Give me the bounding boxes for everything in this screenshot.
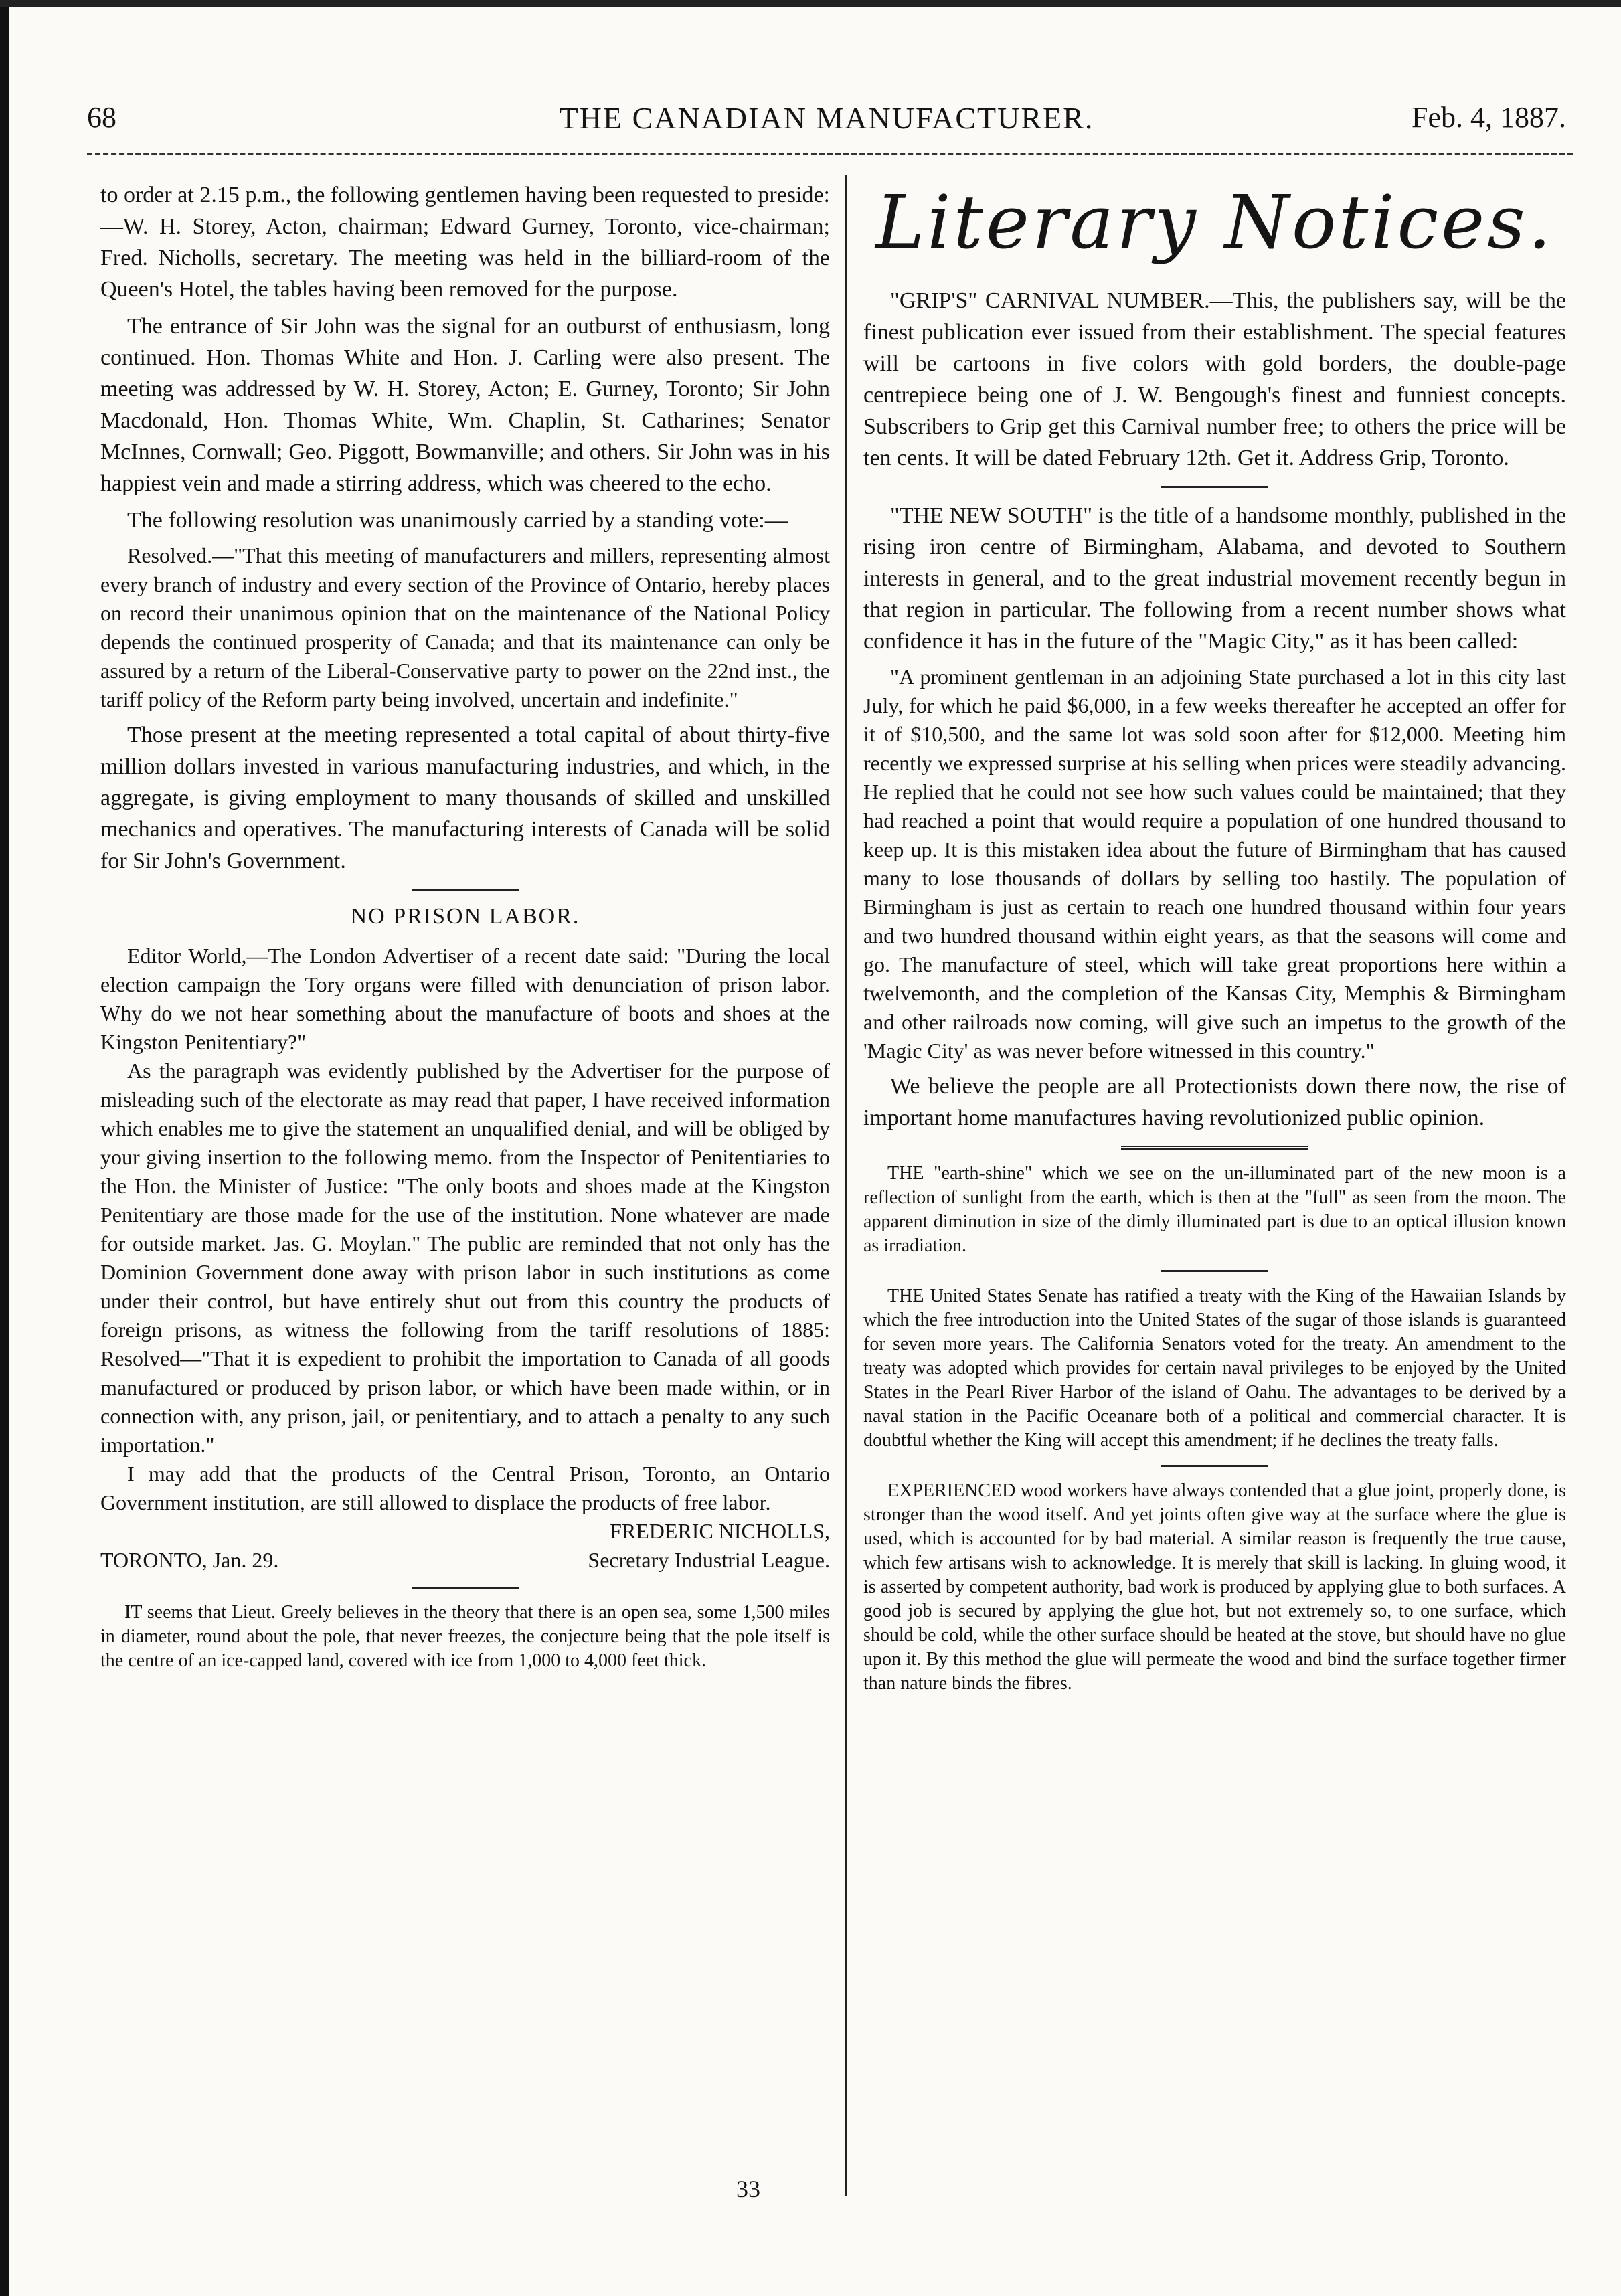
- protectionists-paragraph: We believe the people are all Protectionists down there now, the rise of important home manufactures having revolutionized public opinion.: [863, 1074, 1566, 1130]
- page-header: [87, 100, 1566, 141]
- grip-notice: "GRIP'S" CARNIVAL NUMBER.—This, the publishers say, will be the finest publication ever issued from their establishment. The special features will be cartoons in five colors with gold borders, the double-page centrepiece being one of J. W. Bengough's finest and funniest concepts. Subscribers to Grip get this Carnival number free; to others the price will be ten cents. It will be dated February 12th. Get it. Address Grip, Toronto.: [863, 288, 1566, 470]
- left-column: [100, 179, 830, 1673]
- double-rule: [1121, 1146, 1308, 1150]
- right-column: [863, 179, 1566, 1696]
- signature-line-1: [100, 1517, 830, 1546]
- signature-place: TORONTO, Jan. 29.: [100, 1548, 279, 1572]
- section-rule: [412, 889, 519, 891]
- signature-line-2: [100, 1546, 830, 1575]
- earth-shine-paragraph: THE "earth-shine" which we see on the un-illuminated part of the new moon is a reflection of sunlight from the earth, which is then at the "full" as seen from the moon. The apparent diminution in size of the dimly illuminated part is due to an optical illusion known as irradiation.: [863, 1163, 1566, 1256]
- header-rule: [87, 153, 1573, 155]
- birmingham-quote: "A prominent gentleman in an adjoining State purchased a lot in this city last July, for which he paid $6,000, in a few weeks thereafter he accepted an offer for it of $10,500, and the same lot was sold soon after for $12,000. Meeting him recently we expressed surprise at his selling when prices were steadily advancing. He replied that he could not see how such values could be maintained; that they had reached a point that would require a population of one hundred thousand to keep up. It is this mistaken idea about the future of Birmingham that has caused many to lose thousands of dollars by selling too hastily. The population of Birmingham is just as certain to reach one hundred thousand within four years and two hundred thousand within eight years, as that the seasons will come and go. The manufacture of steel, which will take great proportions here within a twelvemonth, and the completion of the Kansas City, Memphis & Birmingham and other railroads now coming, will give such an impetus to the growth of the 'Magic City' as was never before witnessed in this country.": [863, 665, 1566, 1063]
- masthead: THE CANADIAN MANUFACTURER.: [559, 101, 1094, 135]
- glue-joint-paragraph: EXPERIENCED wood workers have always contended that a glue joint, properly done, is stronger than the wood itself. And yet joints often give way at the surface where the glue is used, which is accounted for by bad material. A similar reason is frequently the true cause, which few artisans wish to acknowledge. It is merely that skill is lacking. In gluing wood, it is asserted by competent authority, bad work is produced by applying glue to both surfaces. A good job is secured by applying the glue hot, but not extremely so, to one surface, which should be cold, while the other surface should be heated at the stove, but should have no glue upon it. By this method the glue will permeate the wood and bind the surface together firmer than nature binds the fibres.: [863, 1480, 1566, 1694]
- section-title: Literary Notices.: [875, 179, 1554, 265]
- section-rule: [1161, 1465, 1268, 1467]
- editor-letter-paragraph: Editor World,—The London Advertiser of a recent date said: "During the local election campaign the Tory organs were filled with denunciation of prison labor. Why do we not hear something about the manufacture of boots and shoes at the Kingston Penitentiary?": [100, 944, 830, 1054]
- article-heading: NO PRISON LABOR.: [350, 904, 580, 929]
- entrance-paragraph: The entrance of Sir John was the signal for an outburst of enthusiasm, long continued. Hon. Thomas White and Hon. J. Carling were also present. The meeting was addressed by W. H. Storey, Acton; E. Gurney, Toronto; Sir John Macdonald, Hon. Thomas White, Wm. Chaplin, St. Catharines; Senator McInnes, Cornwall; Geo. Piggott, Bowmanville; and others. Sir John was in his happiest vein and made a stirring address, which was cheered to the echo.: [100, 314, 830, 496]
- signature-title: Secretary Industrial League.: [588, 1548, 830, 1572]
- signature-name: FREDERIC NICHOLLS,: [610, 1519, 830, 1543]
- hawaii-treaty-paragraph: THE United States Senate has ratified a treaty with the King of the Hawaiian Islands by which the free introduction into the United States of the sugar of those islands is guaranteed for seven more years. The California Senators voted for the treaty. An amendment to the treaty was adopted which provides for certain naval privileges to be enjoyed by the United States in the Pearl River Harbor of the island of Oahu. The advantages to be derived by a naval station in the Pacific Oceanare both of a political and commercial character. It is doubtful whether the King will accept this amendment; if he declines the treaty falls.: [863, 1286, 1566, 1451]
- resolution-intro: The following resolution was unanimously carried by a standing vote:—: [127, 508, 788, 533]
- section-rule: [412, 1587, 519, 1589]
- capital-paragraph: Those present at the meeting represented a total capital of about thirty-five million dollars invested in various manufacturing industries, and which, in the aggregate, is giving employment to many thousands of skilled and unskilled mechanics and operatives. The manufacturing interests of Canada will be solid for Sir John's Government.: [100, 723, 830, 873]
- advertiser-paragraph: As the paragraph was evidently published by the Advertiser for the purpose of misleading such of the electorate as may read that paper, I have received information which enables me to give the statement an unqualified denial, and will be obliged by your giving insertion to the following memo. from the Inspector of Penitentiaries to the Hon. the Minister of Justice: "The only boots and shoes made at the Kingston Penitentiary are those made for the use of the institution. None whatever are made for outside market. Jas. G. Moylan." The public are reminded that not only has the Dominion Government done away with prison labor in such institutions as come under their control, but have entirely shut out from this country the products of foreign prisons, as witness the following from the tariff resolutions of 1885: Resolved—"That it is expedient to prohibit the importation to Canada of all goods manufactured or produced by prison labor, or which have been made within, or in connection with, any prison, jail, or penitentiary, and to attach a penalty to any such importation.": [100, 1059, 830, 1457]
- new-south-notice: "THE NEW SOUTH" is the title of a handsome monthly, published in the rising iron centre of Birmingham, Alabama, and devoted to Southern interests in general, and to the great industrial movement recently begun in that region in particular. The following from a recent number shows what confidence it has in the future of the "Magic City," as it has been called:: [863, 503, 1566, 654]
- greely-paragraph: IT seems that Lieut. Greely believes in the theory that there is an open sea, some 1,500 miles in diameter, round about the pole, that never freezes, the conjecture being that the pole itself is the centre of an ice-capped land, covered with ice from 1,000 to 4,000 feet thick.: [100, 1602, 830, 1671]
- meeting-paragraph: to order at 2.15 p.m., the following gentlemen having been requested to preside:—W. H. Storey, Acton, chairman; Edward Gurney, Toronto, vice-chairman; Fred. Nicholls, secretary. The meeting was held in the billiard-room of the Queen's Hotel, the tables having been removed for the purpose.: [100, 183, 830, 302]
- page-number: 68: [87, 101, 116, 134]
- central-prison-paragraph: I may add that the products of the Central Prison, Toronto, an Ontario Government institution, are still allowed to displace the products of free labor.: [100, 1462, 830, 1514]
- issue-date: Feb. 4, 1887.: [1412, 101, 1566, 134]
- scan-edge-top: [0, 0, 1621, 7]
- section-rule: [1161, 1270, 1268, 1272]
- footer-number: 33: [736, 2176, 760, 2202]
- resolution-text: Resolved.—"That this meeting of manufacturers and millers, representing almost every branch of industry and every section of the Province of Ontario, hereby places on record their unanimous opinion that on the maintenance of the National Policy depends the continued prosperity of Canada; and that its maintenance can only be assured by a return of the Liberal-Conservative party to power on the 22nd inst., the tariff policy of the Reform party being involved, uncertain and indefinite.": [100, 543, 830, 711]
- section-rule: [1161, 486, 1268, 488]
- column-divider: [845, 175, 847, 2196]
- scan-edge-left: [0, 0, 9, 2296]
